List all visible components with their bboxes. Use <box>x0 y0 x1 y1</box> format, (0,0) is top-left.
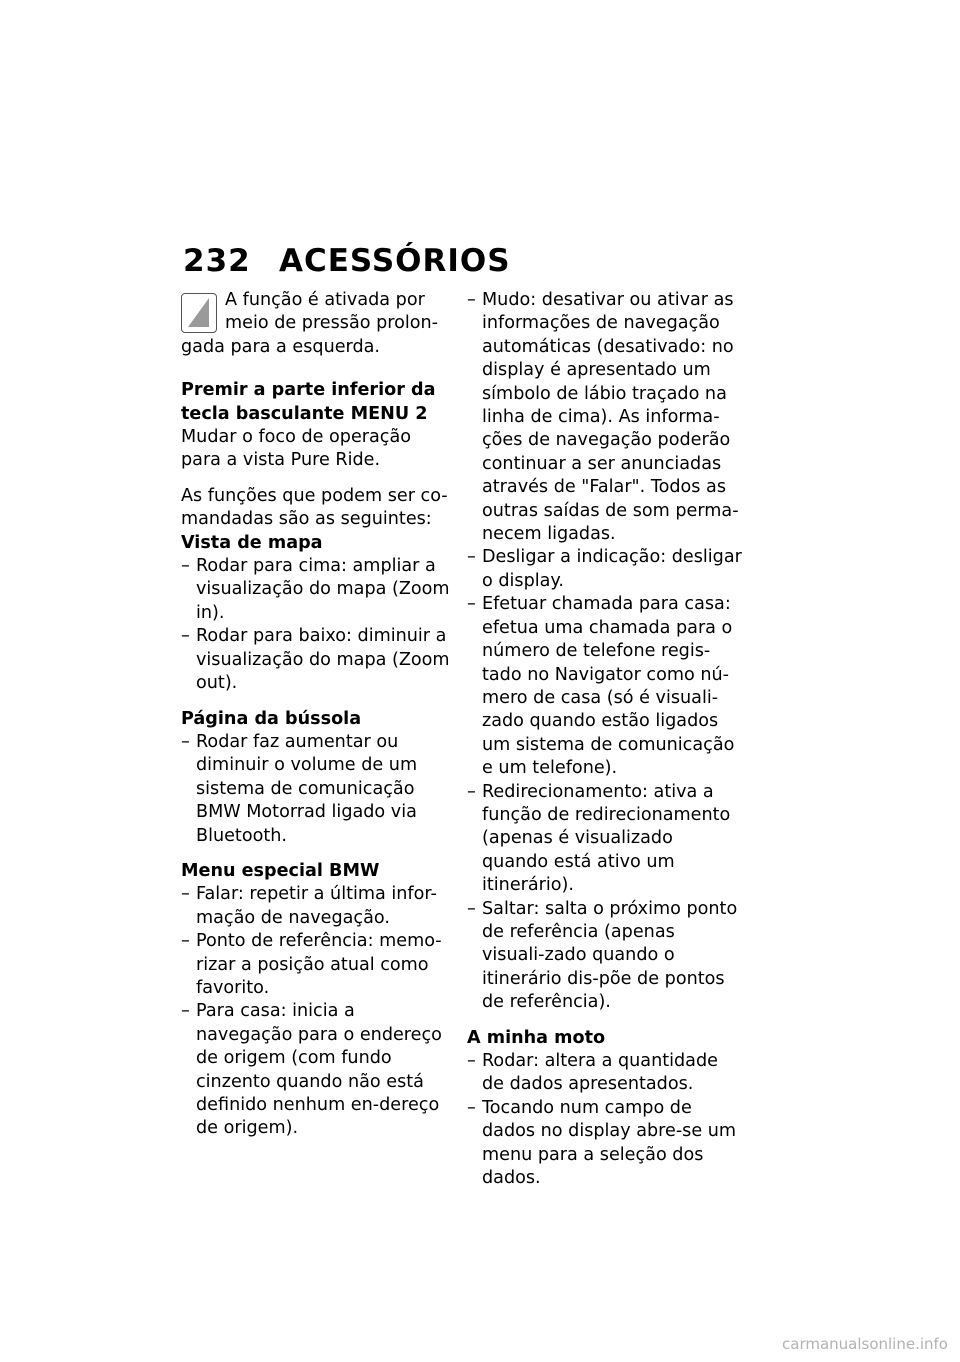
page-number: 232 <box>183 243 251 279</box>
page-header <box>183 244 511 278</box>
map-heading: Vista de mapa <box>181 532 323 553</box>
left-column <box>181 289 453 1141</box>
bmw-menu-heading: Menu especial BMW <box>181 860 380 881</box>
list-item: – Rodar faz aumentar ou diminuir o volume de um sistema de comunicação BMW Motorrad ligado via Bluetooth. <box>181 731 453 848</box>
list-item: – Ponto de referência: memo-rizar a posição atual como favorito. <box>181 930 453 1000</box>
section-title: ACESSÓRIOS <box>279 243 511 279</box>
note-triangle-icon <box>181 293 217 333</box>
my-bike-heading: A minha moto <box>467 1027 606 1048</box>
list-item: – Tocando num campo de dados no display abre-se um menu para a seleção dos dados. <box>467 1097 742 1191</box>
list-item: – Para casa: inicia a navegação para o endereço de origem (com fundo cinzento quando não está definido nenhum en-dereço de origem). <box>181 1000 453 1140</box>
my-bike-list <box>467 1050 742 1190</box>
list-item: – Rodar para baixo: diminuir a visualização do mapa (Zoom out). <box>181 625 453 695</box>
list-item: – Redirecionamento: ativa a função de redirecionamento (apenas é visualizado quando está ativo um itinerário). <box>467 781 742 898</box>
list-item: – Efetuar chamada para casa: efetua uma chamada para o número de telefone regis-tado no Navigator como nú-mero de casa (só é visuali-zado quando estão ligados um sistema de comunicação e um telefone). <box>467 593 742 780</box>
compass-heading: Página da bússola <box>181 708 362 729</box>
bmw-menu-list <box>181 883 453 1140</box>
list-item: – Rodar: altera a quantidade de dados apresentados. <box>467 1050 742 1097</box>
functions-intro: As funções que podem ser co-mandadas são as seguintes: <box>181 485 448 530</box>
list-item: – Saltar: salta o próximo ponto de referência (apenas visuali-zado quando o itinerário dis-põe de pontos de referência). <box>467 898 742 1015</box>
note-text: A função é ativada por meio de pressão prolon-gada para a esquerda. <box>181 290 439 357</box>
right-column <box>467 289 742 1190</box>
list-item: – Falar: repetir a última infor-mação de navegação. <box>181 883 453 930</box>
list-item: – Mudo: desativar ou ativar as informações de navegação automáticas (desativado: no display é apresentado um símbolo de lábio traçado na linha de cima). As informa-ções de navegação poderão continuar a ser anunciadas através de "Falar". Todos as outras saídas de som perma-necem ligadas. <box>467 289 742 546</box>
compass-list <box>181 731 453 848</box>
premir-text: Mudar o foco de operação para a vista Pure Ride. <box>181 427 412 471</box>
map-list <box>181 555 453 695</box>
watermark: carmanualsonline.info <box>782 1335 948 1353</box>
list-item: – Rodar para cima: ampliar a visualização do mapa (Zoom in). <box>181 555 453 625</box>
note-block <box>181 289 453 359</box>
list-item: – Desligar a indicação: desligar o display. <box>467 546 742 593</box>
premir-heading: Premir a parte inferior da tecla basculante MENU 2 <box>181 380 436 424</box>
bmw-menu-list-continued <box>467 289 742 1015</box>
